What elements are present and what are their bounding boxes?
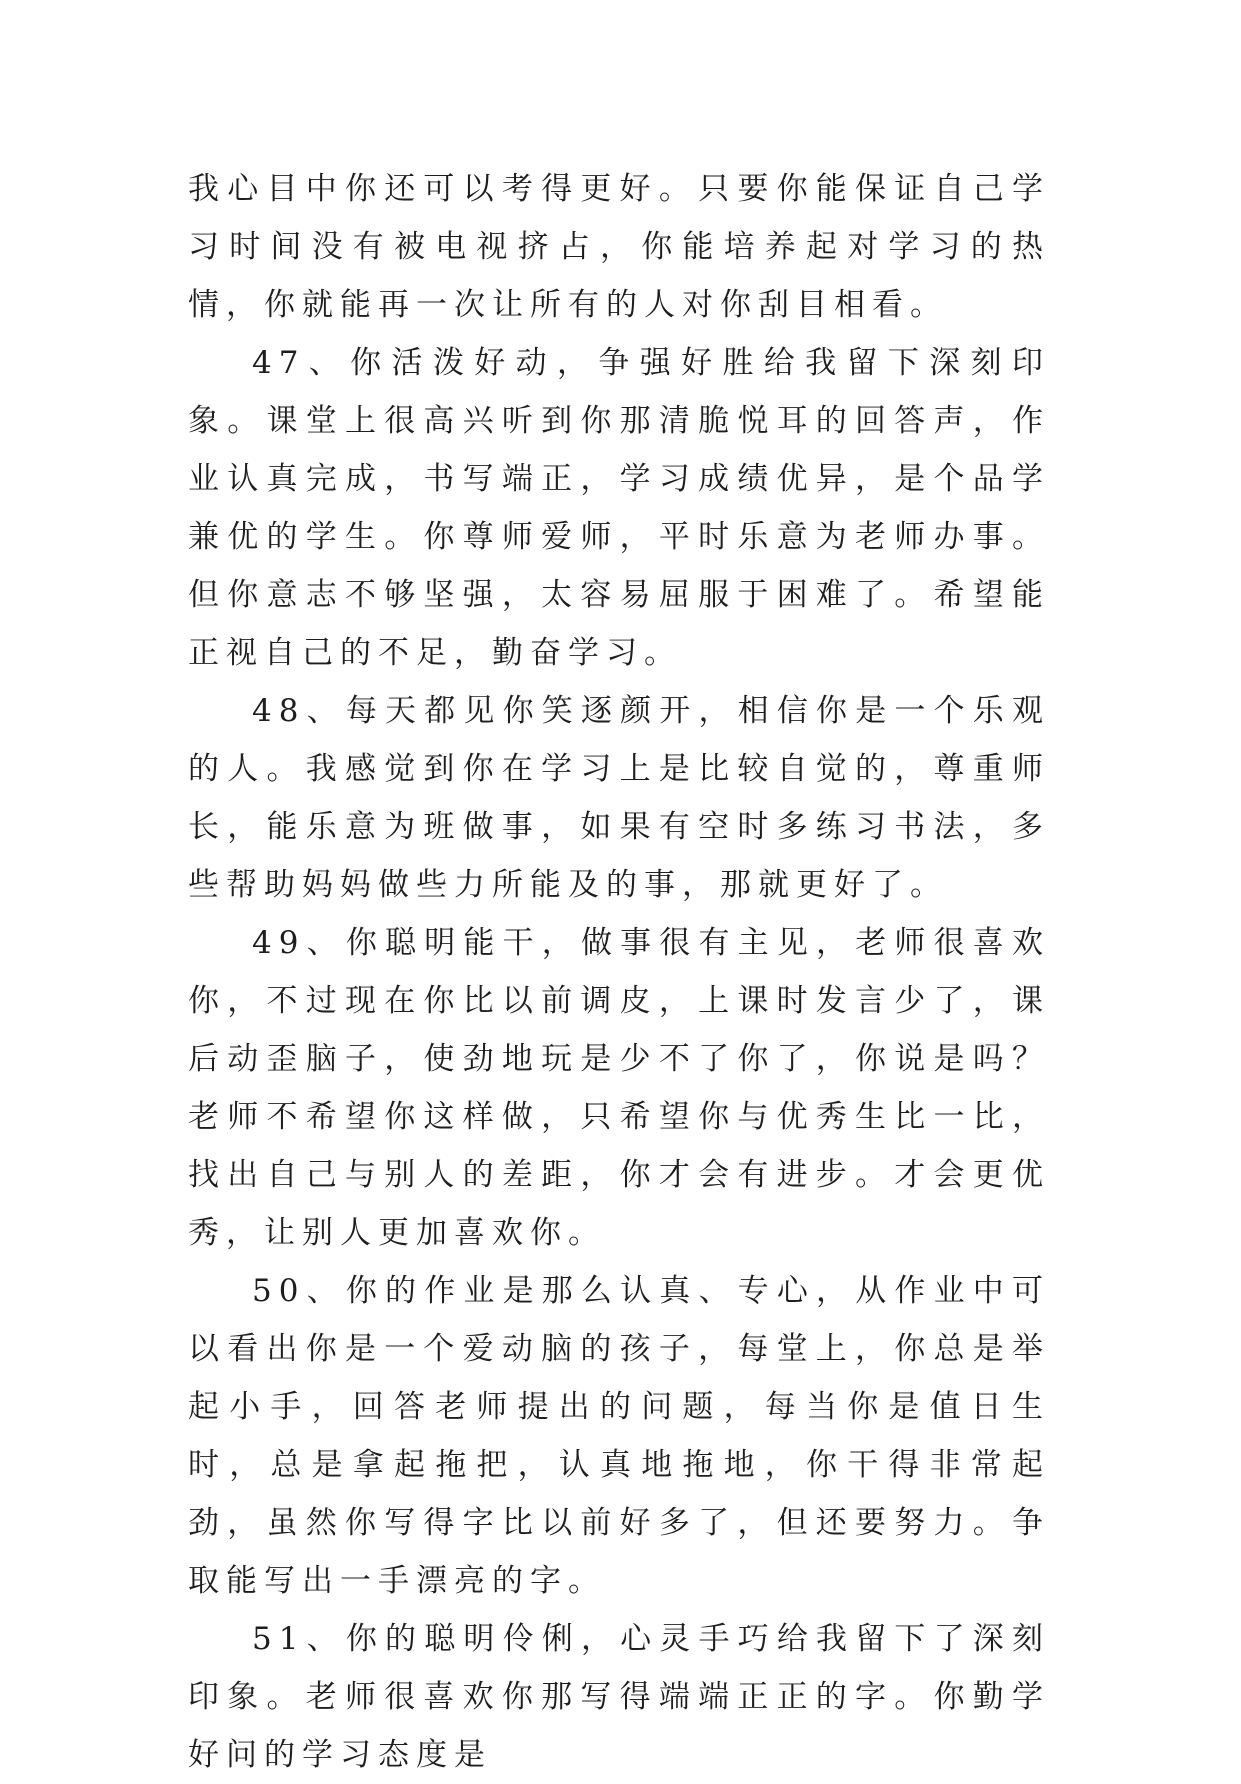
paragraph-48: 48、每天都见你笑逐颜开，相信你是一个乐观的人。我感觉到你在学习上是比较自觉的，尊重师长，能乐意为班做事，如果有空时多练习书法，多些帮助妈妈做些力所能及的事，那就更好了。: [188, 693, 1050, 903]
paragraph-49: 49、你聪明能干，做事很有主见，老师很喜欢你，不过现在你比以前调皮，上课时发言少了，课后动歪脑子，使劲地玩是少不了你了，你说是吗？老师不希望你这样做，只希望你与优秀生比一比，找出自己与别人的差距，你才会有进步。才会更优秀，让别人更加喜欢你。: [188, 925, 1050, 1251]
paragraph-50: 50、你的作业是那么认真、专心，从作业中可以看出你是一个爱动脑的孩子，每堂上，你总是举起小手，回答老师提出的问题，每当你是值日生时，总是拿起拖把，认真地拖地，你干得非常起劲，虽然你写得字比以前好多了，但还要努力。争取能写出一手漂亮的字。: [188, 1273, 1050, 1599]
document-body: [188, 160, 1050, 1784]
paragraph-continuation: 我心目中你还可以考得更好。只要你能保证自己学习时间没有被电视挤占，你能培养起对学习的热情，你就能再一次让所有的人对你刮目相看。: [188, 171, 1050, 323]
paragraph-47: 47、你活泼好动，争强好胜给我留下深刻印象。课堂上很高兴听到你那清脆悦耳的回答声，作业认真完成，书写端正，学习成绩优异，是个品学兼优的学生。你尊师爱师，平时乐意为老师办事。但你意志不够坚强，太容易屈服于困难了。希望能正视自己的不足，勤奋学习。: [188, 345, 1050, 671]
paragraph-51: 51、你的聪明伶俐，心灵手巧给我留下了深刻印象。老师很喜欢你那写得端端正正的字。你勤学好问的学习态度是: [188, 1621, 1050, 1773]
